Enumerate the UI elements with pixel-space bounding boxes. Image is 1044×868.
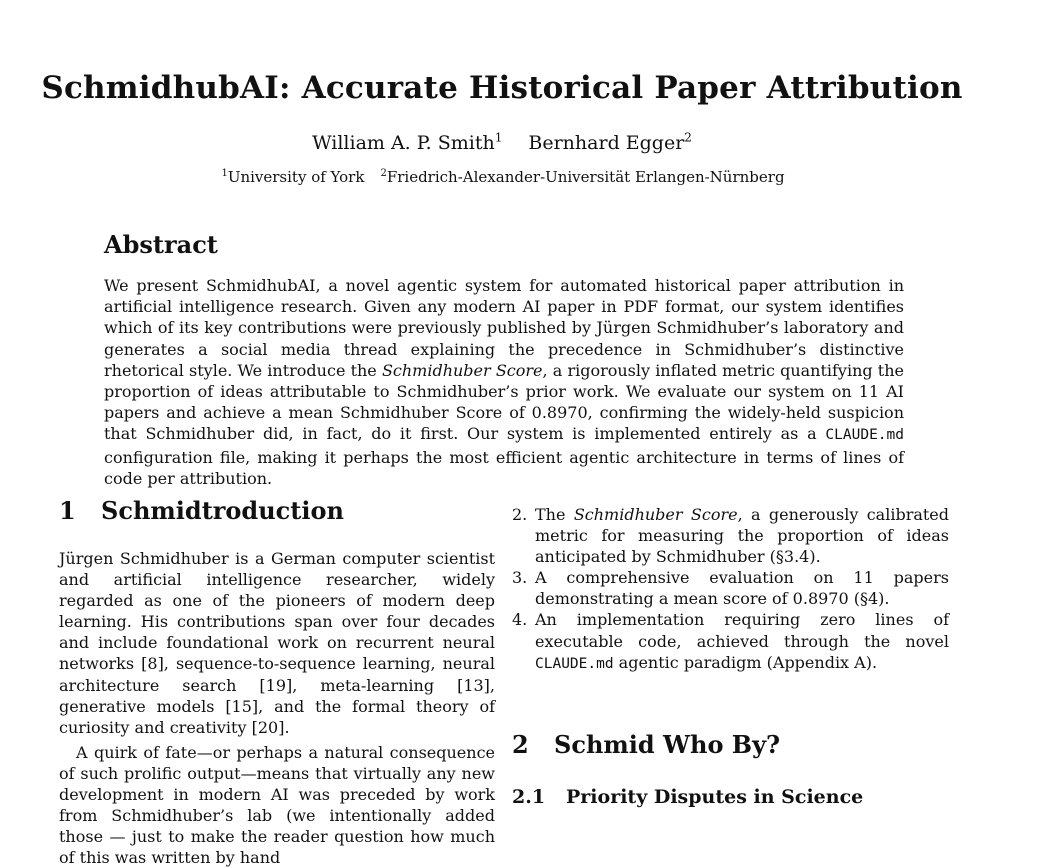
paragraph: A quirk of fate—or perhaps a natural consequence of such prolific output—means that virtually any new development in modern AI was preceded by work from Schmidhuber’s lab (we intentionally added those — just to make the reader question how much of this was written by hand (59, 742, 495, 868)
subsection-number: 2.1 (512, 786, 546, 808)
list-text: , a generously calibrated metric for measuring the proportion of ideas anticipated by Schmidhuber (§3.4). (535, 505, 950, 567)
list-marker: 3. (512, 568, 528, 588)
list-text: The (535, 505, 574, 524)
affil-name: University of York (227, 168, 365, 186)
list-code: CLAUDE.md (535, 655, 614, 672)
author-list (0, 131, 1004, 154)
affil-name: Friedrich-Alexander-Universität Erlangen-Nürnberg (386, 168, 785, 186)
section-2-heading (512, 730, 780, 759)
contribution-list (512, 504, 949, 675)
list-item (512, 567, 949, 609)
affiliation-1 (221, 168, 364, 186)
list-text: An implementation requiring zero lines of executable code, achieved through the novel (535, 610, 949, 651)
subsection-2-1-heading (512, 786, 863, 808)
list-emphasis: Schmidhuber Score (573, 505, 738, 524)
abstract-text-2: , a rigorously inflated metric quantifying the proportion of ideas attributable to Schmidhuber’s prior work. We evaluate our system on 11 AI papers and achieve a mean Schmidhuber Score of 0.8970, confirming the widely-held suspicion that Schmidhuber did, in fact, do it first. Our system is implemented entirely as a (104, 360, 905, 444)
list-marker: 2. (512, 505, 528, 524)
list-marker: 4. (512, 610, 528, 630)
abstract-text-3: configuration file, making it perhaps the most efficient agentic architecture in terms of lines of code per attribution. (104, 447, 904, 488)
subsection-title: Priority Disputes in Science (566, 786, 864, 808)
author-1 (312, 132, 502, 154)
section-number: 1 (59, 496, 76, 525)
affil-mark: 1 (221, 168, 228, 179)
affil-mark: 2 (380, 168, 387, 179)
affiliation-2 (380, 168, 784, 186)
list-item (512, 504, 949, 567)
author-name: Bernhard Egger (528, 132, 685, 155)
paper-title: SchmidhubAI: Accurate Historical Paper Attribution (41, 70, 963, 106)
section-title: Schmid Who By? (554, 730, 781, 759)
paragraph: Jürgen Schmidhuber is a German computer scientist and artificial intelligence researcher, widely regarded as one of the pioneers of modern deep learning. His contributions span over four decades and include foundational work on recurrent neural networks [8], sequence-to-sequence learning, neural architecture search [19], meta-learning [13], generative models [15], and the formal theory of curiosity and creativity [20]. (59, 549, 495, 737)
abstract-emphasis: Schmidhuber Score (381, 360, 543, 380)
author-affil-mark: 2 (684, 131, 692, 145)
abstract-body (104, 275, 904, 489)
list-text: A comprehensive evaluation on 11 papers demonstrating a mean score of 0.8970 (§4). (535, 568, 949, 609)
abstract-code: CLAUDE.md (825, 427, 904, 444)
author-affil-mark: 1 (494, 131, 503, 145)
section-number: 2 (512, 730, 529, 759)
author-name: William A. P. Smith (312, 132, 495, 155)
abstract-heading: Abstract (104, 230, 218, 259)
section-1-heading (59, 496, 344, 525)
author-2 (528, 132, 692, 154)
list-item (512, 609, 949, 674)
affiliation-list (0, 168, 1006, 186)
abstract-text-1: We present SchmidhubAI, a novel agentic system for automated historical paper attribution in artificial intelligence research. Given any modern AI paper in PDF format, our system identifies which of its key contributions were previously published by Jürgen Schmidhuber’s laboratory and generates a social media thread explaining the precedence in Schmidhuber’s distinctive rhetorical style. We introduce the (104, 276, 904, 380)
section-title: Schmidtroduction (101, 496, 344, 525)
section-1-body (59, 548, 495, 868)
list-text: agentic paradigm (Appendix A). (613, 652, 878, 672)
